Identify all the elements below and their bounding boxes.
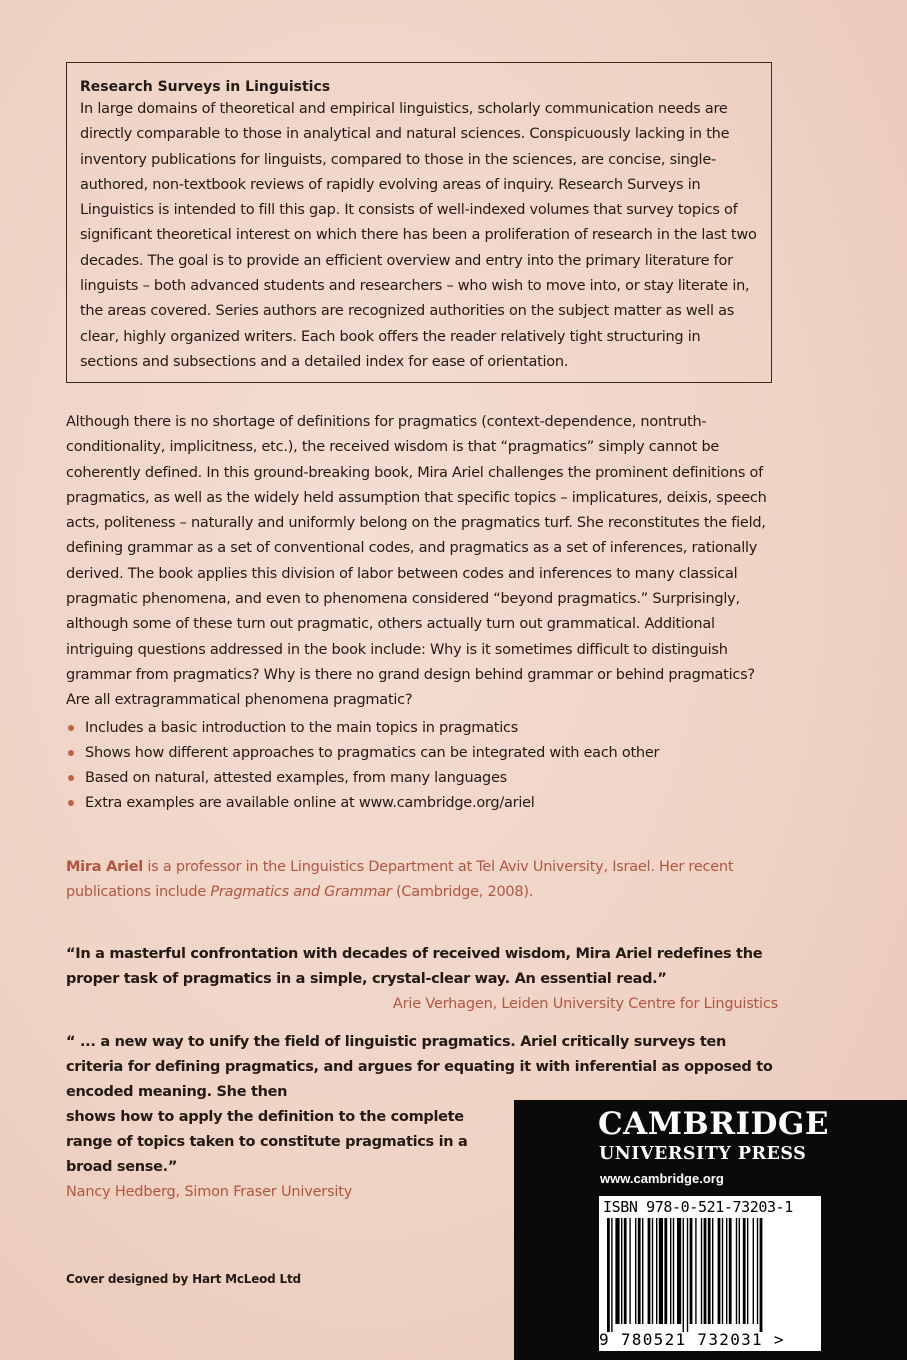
barcode-digits: 9 780521 732031 > — [599, 1330, 785, 1349]
review-quote-1 — [66, 942, 778, 1017]
feature-text: Shows how different approaches to pragmatics can be integrated with each other — [85, 745, 660, 761]
feature-text: Extra examples are available online at www.cambridge.org/ariel — [85, 795, 535, 811]
book-blurb: Although there is no shortage of definitions for pragmatics (context-dependence, nontruth-conditionality, implicitness, etc.), the received wisdom is that “pragmatics” simply cannot be coherently defined. In this ground-breaking book, Mira Ariel challenges the prominent definitions of pragmatics, as well as the widely held assumption that specific topics – implicatures, deixis, speech acts, politeness – naturally and uniformly belong on the pragmatics turf. She reconstitutes the field, defining grammar as a set of conventional codes, and pragmatics as a set of inferences, rationally derived. The book applies this division of labor between codes and inferences to many classical pragmatic phenomena, and even to phenomena considered “beyond pragmatics.” Surprisingly, although some of these turn out pragmatic, others actually turn out grammatical. Additional intriguing questions addressed in the book include: Why is it sometimes difficult to distinguish grammar from pragmatics? Why is there no grand design behind grammar or behind pragmatics? Are all extragrammatical phenomena pragmatic? — [66, 414, 767, 709]
feature-list — [66, 716, 778, 816]
publisher-subname: UNIVERSITY PRESS — [599, 1144, 807, 1164]
author-name: Mira Ariel — [66, 859, 144, 875]
barcode-panel — [599, 1196, 821, 1351]
quote-attribution: Arie Verhagen, Leiden University Centre for Linguistics — [392, 996, 778, 1012]
feature-item — [66, 716, 778, 741]
author-book-title: Pragmatics and Grammar — [210, 884, 392, 900]
quote-attribution: Nancy Hedberg, Simon Fraser University — [66, 1184, 353, 1200]
isbn-label: ISBN 978-0-521-73203-1 — [603, 1198, 793, 1216]
author-bio-suffix: (Cambridge, 2008). — [391, 884, 534, 900]
bullet-icon — [68, 725, 74, 731]
feature-item — [66, 741, 778, 766]
series-info-box — [66, 62, 772, 383]
barcode-icon — [607, 1218, 813, 1332]
series-title: Research Surveys in Linguistics — [80, 79, 331, 95]
publisher-url: www.cambridge.org — [600, 1171, 724, 1186]
feature-text: Includes a basic introduction to the main topics in pragmatics — [85, 720, 519, 736]
series-description: In large domains of theoretical and empirical linguistics, scholarly communication needs are directly comparable to those in analytical and natural sciences. Conspicuously lacking in the inventory publications for linguists, compared to those in the sciences, are concise, single-authored, non-textbook reviews of rapidly evolving areas of inquiry. Research Surveys in Linguistics is intended to fill this gap. It consists of well-indexed volumes that survey topics of significant theoretical interest on which there has been a proliferation of research in the last two decades. The goal is to provide an efficient overview and entry into the primary literature for linguists – both advanced students and researchers – who wish to move into, or stay literate in, the areas covered. Series authors are recognized authorities on the subject matter as well as clear, highly organized writers. Each book offers the reader relatively tight structuring in sections and subsections and a detailed index for ease of orientation. — [80, 101, 757, 370]
quote-text-wide: “ ... a new way to unify the field of linguistic pragmatics. Ariel critically surveys ten criteria for defining pragmatics, and argues for equating it with inferential as opposed to encoded meaning. She then — [66, 1034, 773, 1100]
feature-item — [66, 766, 778, 791]
publisher-name: CAMBRIDGE — [598, 1106, 829, 1142]
author-bio — [66, 855, 778, 905]
cover-credit: Cover designed by Hart McLeod Ltd — [66, 1272, 301, 1286]
publisher-block — [514, 1100, 907, 1360]
quote-text-narrow: shows how to apply the definition to the complete range of topics taken to constitute pragmatics in a broad sense.” — [66, 1109, 468, 1175]
bullet-icon — [68, 775, 74, 781]
bullet-icon — [68, 800, 74, 806]
author-bio-prefix: is a professor in the Linguistics Department at Tel Aviv University, Israel. Her recent publications include — [66, 859, 734, 900]
feature-text: Based on natural, attested examples, from many languages — [85, 770, 507, 786]
quote-text: “In a masterful confrontation with decades of received wisdom, Mira Ariel redefines the proper task of pragmatics in a simple, crystal-clear way. An essential read.” — [66, 946, 763, 987]
bullet-icon — [68, 750, 74, 756]
feature-item — [66, 791, 778, 816]
